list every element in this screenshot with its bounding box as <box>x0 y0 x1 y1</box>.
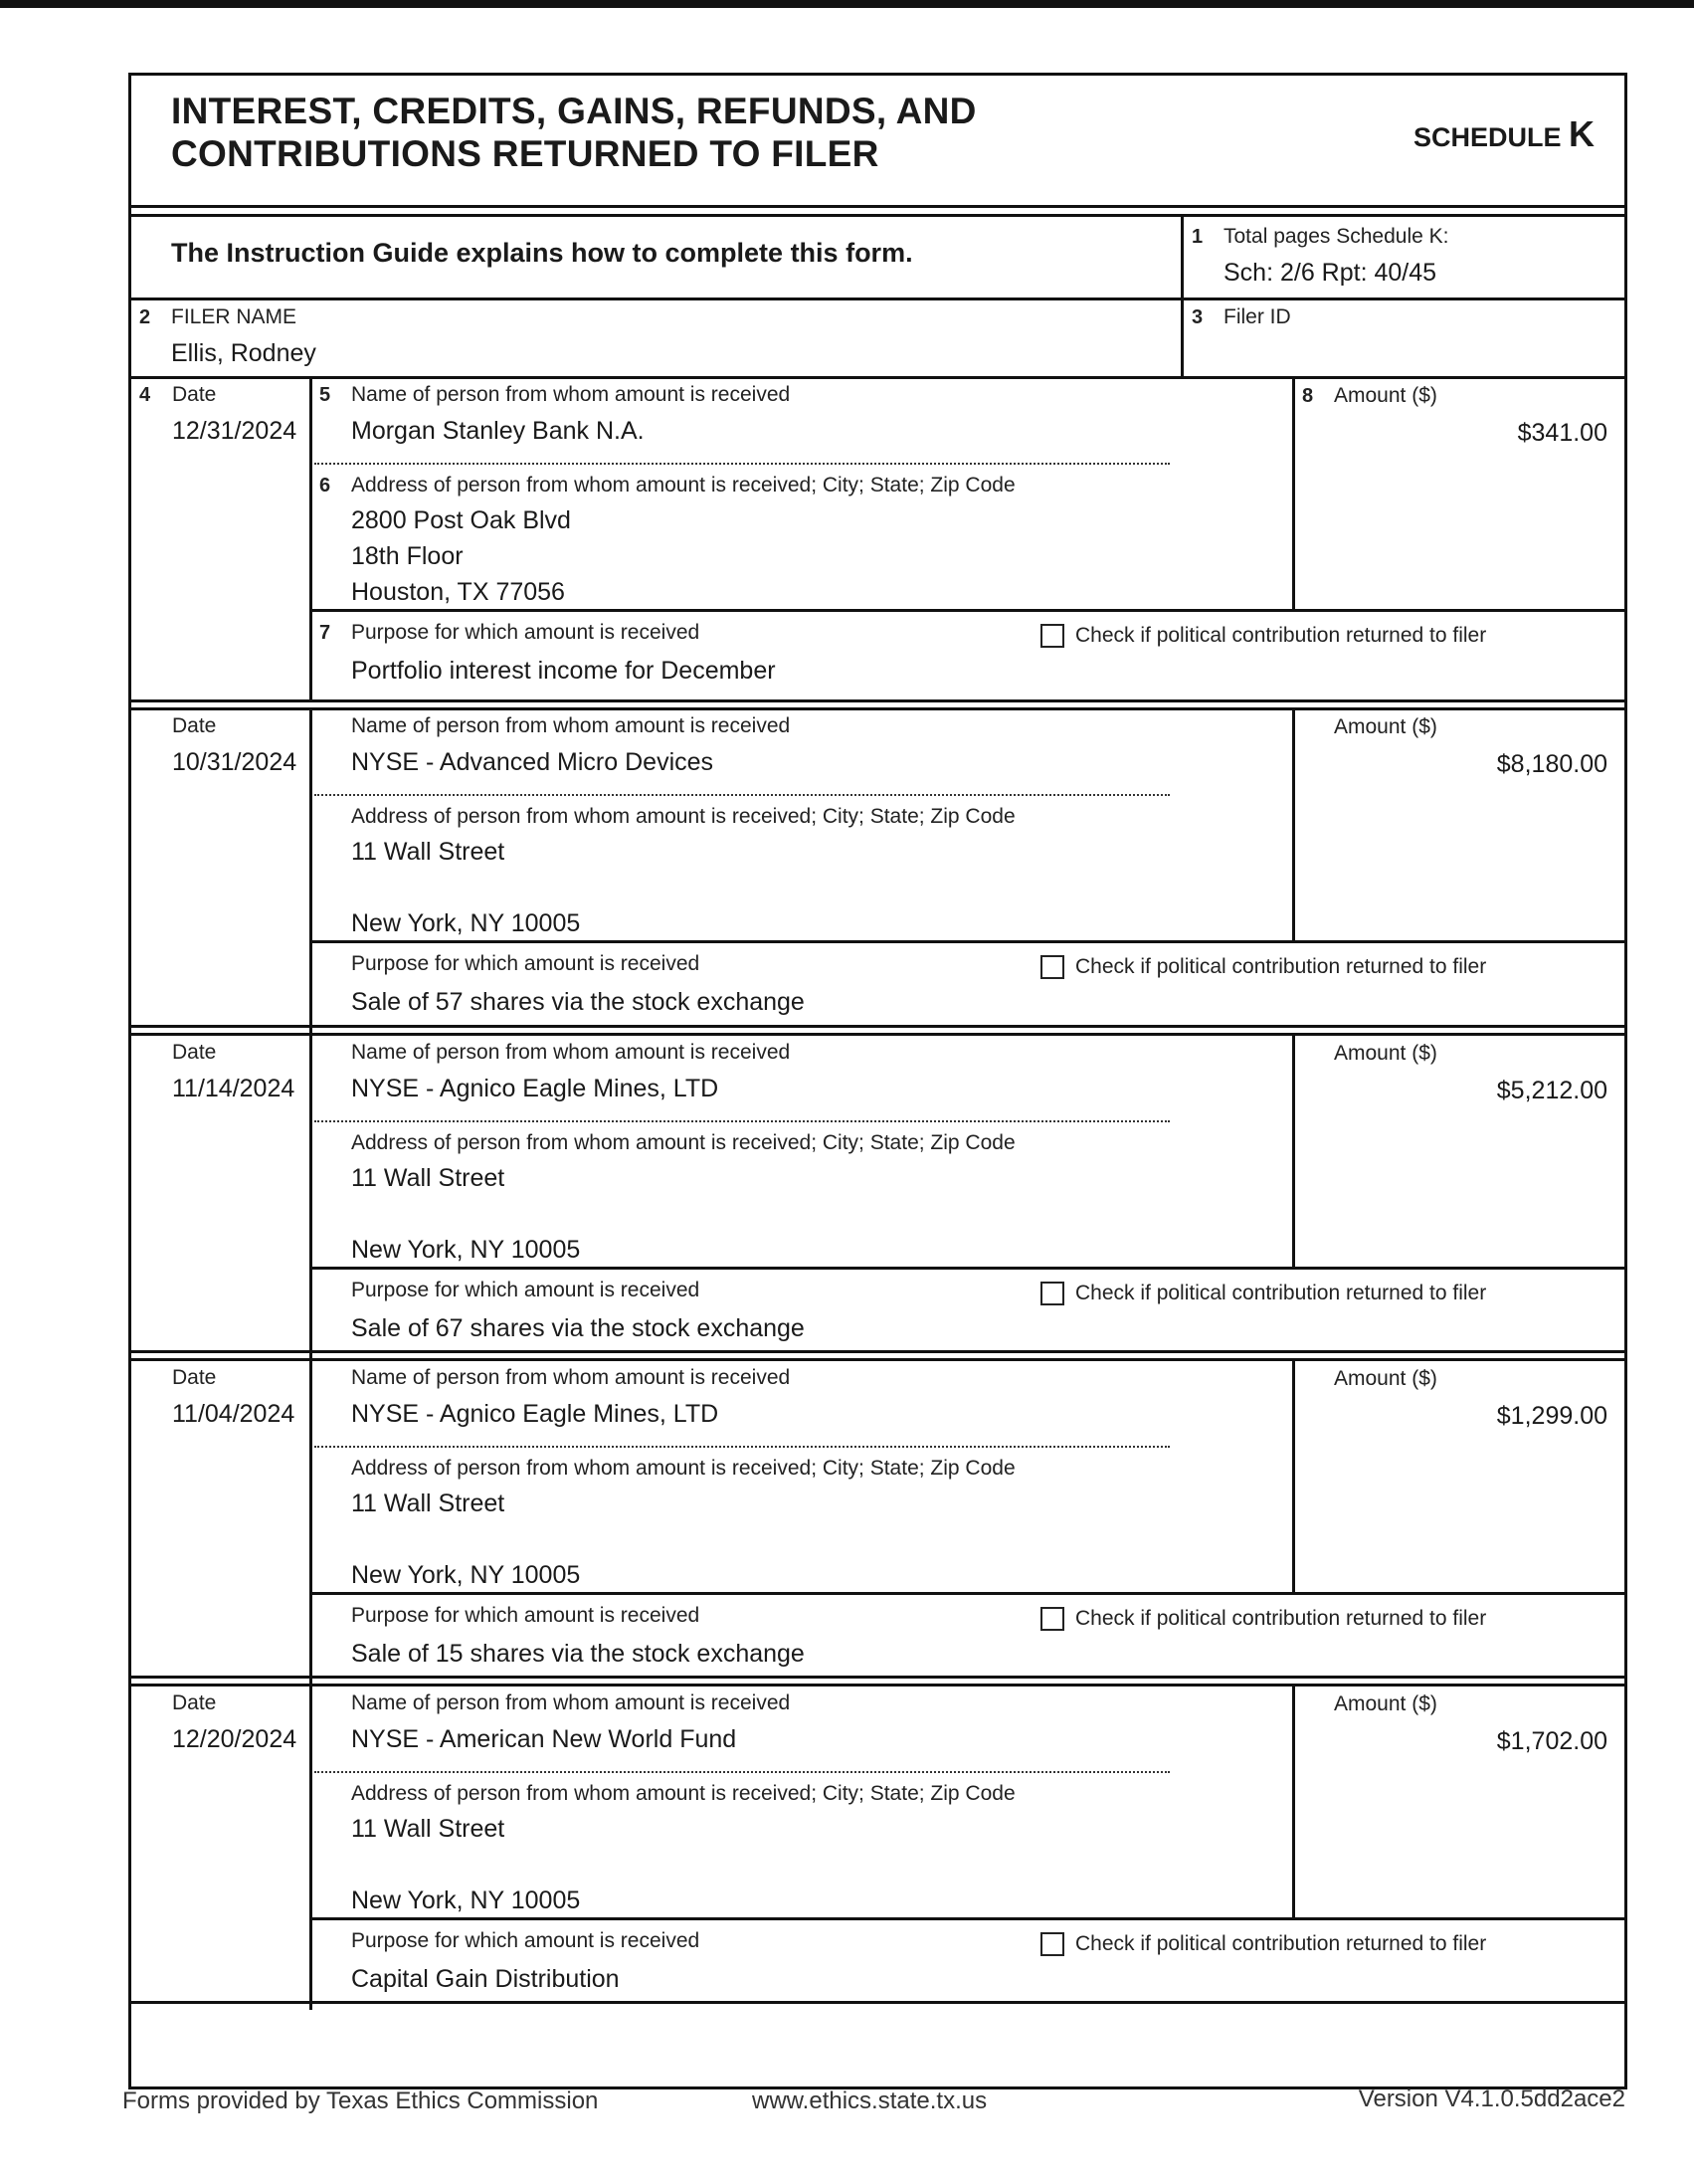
purpose-divider <box>309 1592 1624 1595</box>
date-label: Date <box>172 1366 217 1389</box>
date-column-divider <box>309 707 312 1034</box>
address-line1: 11 Wall Street <box>351 1815 505 1843</box>
purpose-label: Purpose for which amount is received <box>351 1279 700 1301</box>
amount-label: Amount ($) <box>1334 1042 1437 1065</box>
address-line2: 18th Floor <box>351 542 464 570</box>
entry-date: 11/14/2024 <box>172 1075 295 1102</box>
address-line3: New York, NY 10005 <box>351 1886 581 1914</box>
date-column-divider <box>309 1359 312 1685</box>
date-label: Date <box>172 1691 217 1714</box>
entry-name: NYSE - Advanced Micro Devices <box>351 748 714 776</box>
entry-date: 10/31/2024 <box>172 748 297 776</box>
date-field-number: 4 <box>139 384 151 406</box>
name-label: Name of person from whom amount is received <box>351 383 791 406</box>
entry-name: NYSE - Agnico Eagle Mines, LTD <box>351 1075 719 1102</box>
name-address-divider <box>314 1771 1170 1773</box>
purpose-divider <box>309 940 1624 943</box>
amount-column-divider <box>1292 1685 1295 1920</box>
name-label: Name of person from whom amount is received <box>351 1691 791 1714</box>
amount-label: Amount ($) <box>1334 1367 1437 1390</box>
political-contribution-checkbox[interactable] <box>1040 1607 1064 1631</box>
footer-version: Version V4.1.0.5dd2ace2 <box>1358 2085 1625 2112</box>
amount-column-divider <box>1292 1034 1295 1270</box>
schedule-k-form <box>128 73 1627 2089</box>
political-contribution-checkbox[interactable] <box>1040 1932 1064 1956</box>
header-divider-2 <box>131 214 1624 217</box>
entry-purpose: Portfolio interest income for December <box>351 657 776 685</box>
address-label: Address of person from whom amount is received; City; State; Zip Code <box>351 1457 1016 1480</box>
purpose-label: Purpose for which amount is received <box>351 952 700 975</box>
entry-divider <box>131 1025 1624 1028</box>
header-right-divider <box>1181 214 1184 376</box>
address-label: Address of person from whom amount is received; City; State; Zip Code <box>351 1131 1016 1154</box>
date-label: Date <box>172 383 217 406</box>
amount-label: Amount ($) <box>1334 384 1437 407</box>
entry-purpose: Sale of 57 shares via the stock exchange <box>351 988 805 1016</box>
entry-divider <box>131 1676 1624 1679</box>
amount-column-divider <box>1292 376 1295 612</box>
schedule-label <box>1413 113 1595 155</box>
address-line3: New York, NY 10005 <box>351 1561 581 1589</box>
entry-date: 12/20/2024 <box>172 1725 297 1753</box>
amount-label: Amount ($) <box>1334 715 1437 738</box>
date-column-divider <box>309 1034 312 1359</box>
form-title <box>171 90 977 175</box>
entry-4 <box>131 1359 1624 1685</box>
purpose-divider <box>309 609 1624 612</box>
purpose-divider <box>309 1267 1624 1270</box>
address-line1: 11 Wall Street <box>351 1489 505 1517</box>
entry-purpose: Capital Gain Distribution <box>351 1965 620 1993</box>
entry-5 <box>131 1685 1624 2010</box>
name-address-divider <box>314 463 1170 465</box>
political-contribution-label: Check if political contribution returned to filer <box>1075 1932 1487 1955</box>
entry-purpose: Sale of 67 shares via the stock exchange <box>351 1314 805 1342</box>
amount-column-divider <box>1292 1359 1295 1595</box>
name-label: Name of person from whom amount is received <box>351 714 791 737</box>
amount-field-number: 8 <box>1302 385 1314 407</box>
name-label: Name of person from whom amount is received <box>351 1041 791 1064</box>
row-divider <box>131 298 1624 300</box>
filer-name-number: 2 <box>139 306 151 328</box>
entry-date: 12/31/2024 <box>172 417 297 445</box>
address-line1: 11 Wall Street <box>351 1164 505 1192</box>
total-pages-value: Sch: 2/6 Rpt: 40/45 <box>1223 259 1437 287</box>
name-label: Name of person from whom amount is received <box>351 1366 791 1389</box>
entry-amount: $341.00 <box>1517 419 1607 447</box>
address-line3: Houston, TX 77056 <box>351 578 565 606</box>
address-line1: 11 Wall Street <box>351 838 505 866</box>
entry-divider <box>131 699 1624 702</box>
entry-2 <box>131 707 1624 1034</box>
political-contribution-checkbox[interactable] <box>1040 1282 1064 1305</box>
footer-website[interactable]: www.ethics.state.tx.us <box>752 2087 988 2114</box>
entry-date: 11/04/2024 <box>172 1400 295 1428</box>
name-address-divider <box>314 794 1170 796</box>
entry-name: Morgan Stanley Bank N.A. <box>351 417 645 445</box>
name-address-divider <box>314 1446 1170 1448</box>
political-contribution-label: Check if political contribution returned to filer <box>1075 1607 1487 1630</box>
scan-top-edge <box>0 0 1694 8</box>
political-contribution-label: Check if political contribution returned to filer <box>1075 955 1487 978</box>
name-field-number: 5 <box>319 384 331 406</box>
schedule-letter: K <box>1569 113 1595 154</box>
header-divider <box>131 205 1624 208</box>
entry-amount: $1,702.00 <box>1496 1727 1607 1755</box>
amount-label: Amount ($) <box>1334 1692 1437 1715</box>
entry-name: NYSE - American New World Fund <box>351 1725 737 1753</box>
form-title-line2: CONTRIBUTIONS RETURNED TO FILER <box>171 133 879 174</box>
entry-divider <box>131 2001 1624 2004</box>
entry-1 <box>131 376 1624 701</box>
entry-purpose: Sale of 15 shares via the stock exchange <box>351 1640 805 1668</box>
footer-provider: Forms provided by Texas Ethics Commission <box>122 2087 599 2114</box>
entry-amount: $5,212.00 <box>1496 1077 1607 1104</box>
purpose-label: Purpose for which amount is received <box>351 1929 700 1952</box>
political-contribution-label: Check if political contribution returned to filer <box>1075 1282 1487 1304</box>
name-address-divider <box>314 1120 1170 1122</box>
political-contribution-checkbox[interactable] <box>1040 955 1064 979</box>
address-line3: New York, NY 10005 <box>351 1236 581 1264</box>
address-label: Address of person from whom amount is received; City; State; Zip Code <box>351 474 1016 496</box>
form-title-line1: INTEREST, CREDITS, GAINS, REFUNDS, AND <box>171 91 977 131</box>
total-pages-label: Total pages Schedule K: <box>1223 225 1449 248</box>
entry-amount: $1,299.00 <box>1496 1402 1607 1430</box>
amount-column-divider <box>1292 707 1295 943</box>
entry-name: NYSE - Agnico Eagle Mines, LTD <box>351 1400 719 1428</box>
address-field-number: 6 <box>319 475 331 496</box>
address-line3: New York, NY 10005 <box>351 909 581 937</box>
purpose-label: Purpose for which amount is received <box>351 621 700 644</box>
entry-amount: $8,180.00 <box>1496 750 1607 778</box>
address-label: Address of person from whom amount is received; City; State; Zip Code <box>351 1782 1016 1805</box>
purpose-field-number: 7 <box>319 622 331 644</box>
purpose-divider <box>309 1917 1624 1920</box>
purpose-label: Purpose for which amount is received <box>351 1604 700 1627</box>
political-contribution-label: Check if political contribution returned to filer <box>1075 624 1487 647</box>
instruction-guide-text: The Instruction Guide explains how to complete this form. <box>171 238 913 268</box>
filer-name-value: Ellis, Rodney <box>171 339 316 367</box>
entry-divider <box>131 1350 1624 1353</box>
date-label: Date <box>172 714 217 737</box>
address-line1: 2800 Post Oak Blvd <box>351 506 571 534</box>
date-column-divider <box>309 1685 312 2010</box>
address-label: Address of person from whom amount is received; City; State; Zip Code <box>351 805 1016 828</box>
political-contribution-checkbox[interactable] <box>1040 624 1064 648</box>
entry-3 <box>131 1034 1624 1359</box>
filer-name-label: FILER NAME <box>171 305 297 328</box>
date-column-divider <box>309 376 312 699</box>
schedule-word: SCHEDULE <box>1412 122 1562 152</box>
date-label: Date <box>172 1041 217 1064</box>
filer-id-number: 3 <box>1192 306 1204 328</box>
total-pages-number: 1 <box>1192 226 1204 248</box>
filer-id-label: Filer ID <box>1223 305 1291 328</box>
